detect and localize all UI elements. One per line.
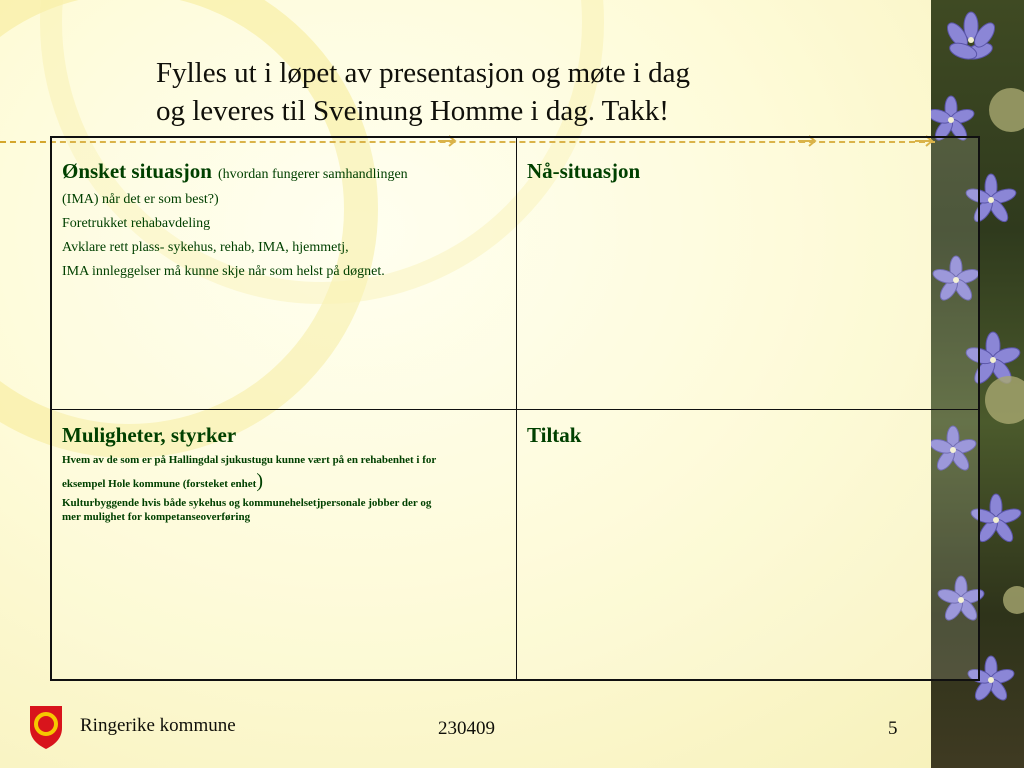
opportunities-text <box>62 448 506 524</box>
organization-name: Ringerike kommune <box>80 715 236 736</box>
slide-code: 230409 <box>438 718 495 739</box>
actions-heading: Tiltak <box>527 423 582 447</box>
current-situation-heading: Nå-situasjon <box>527 159 641 183</box>
quadrant-heading <box>62 158 506 188</box>
desired-situation-list <box>62 188 506 284</box>
page-number: 5 <box>888 718 898 739</box>
list-item: Foretrukket rehabavdeling <box>62 216 211 231</box>
title-line-2: og leveres til Sveinung Homme i dag. Takk! <box>156 95 669 127</box>
quadrant-current-situation <box>517 138 978 410</box>
opportunities-heading: Muligheter, styrker <box>62 423 237 447</box>
quadrant-desired-situation <box>52 138 517 410</box>
list-item: Avklare rett plass- sykehus, rehab, IMA, hjemmetj, <box>62 240 349 255</box>
coat-of-arms-icon <box>28 704 64 750</box>
quadrant-table <box>50 136 980 681</box>
quadrant-actions <box>517 410 978 679</box>
closing-paren: ) <box>256 470 263 492</box>
desired-situation-heading: Ønsket situasjon <box>62 159 212 183</box>
quadrant-opportunities <box>52 410 517 679</box>
list-item: mer mulighet for kompetanseoverføring <box>62 511 251 523</box>
list-item-text: eksempel Hole kommune (forsteket enhet <box>62 478 257 490</box>
title-line-1: Fylles ut i løpet av presentasjon og møte i dag <box>156 57 690 89</box>
desired-situation-note: (hvordan fungerer samhandlingen <box>217 167 408 182</box>
list-item <box>62 472 506 496</box>
list-item: Hvem av de som er på Hallingdal sjukustugu kunne vært på en rehabenhet i for <box>62 454 437 466</box>
list-item: IMA innleggelser må kunne skje når som helst på døgnet. <box>62 264 385 279</box>
list-item: Kulturbyggende hvis både sykehus og kommunehelsetjpersonale jobber der og <box>62 497 432 509</box>
list-item: (IMA) når det er som best?) <box>62 192 219 207</box>
slide-title <box>156 54 856 130</box>
